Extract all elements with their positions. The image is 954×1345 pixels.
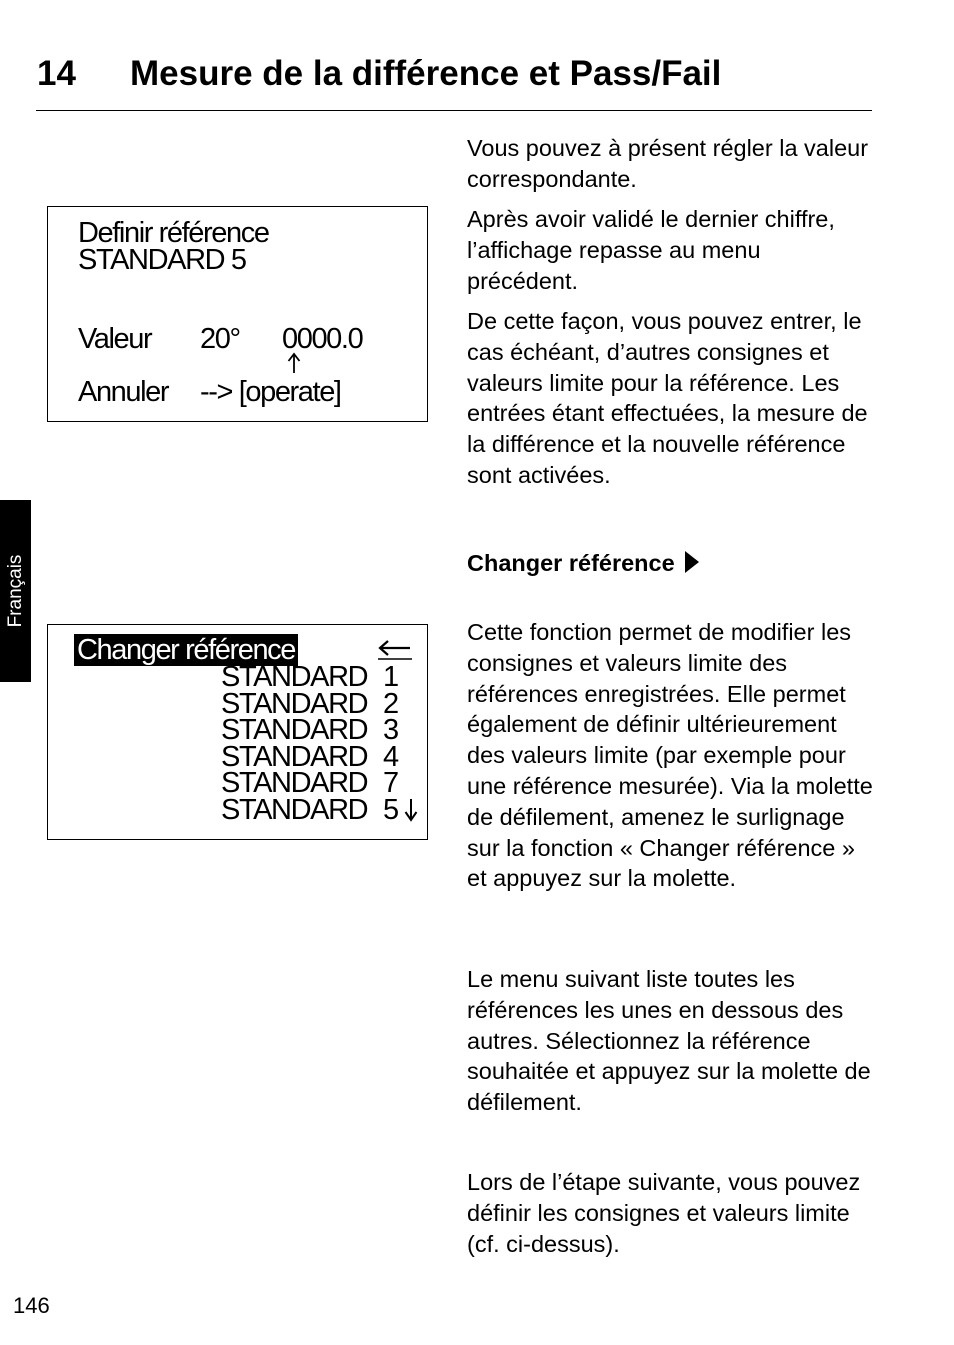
paragraph-5: Le menu suivant liste toutes les références les unes en dessous des autres. Sélectionnez la référence souhaitée et appuyez sur la molette de défilement. bbox=[467, 966, 871, 1116]
list-item-number: 5 bbox=[383, 793, 398, 826]
paragraph-6: Lors de l’étape suivante, vous pouvez définir les consignes et valeurs limite (cf. ci-dessus). bbox=[467, 1169, 861, 1257]
list-item[interactable]: STANDARD bbox=[221, 793, 368, 826]
paragraph-4: Cette fonction permet de modifier les consignes et valeurs limite des références enregistrées. Elle permet également de définir ultérieurement des valeurs limite (par exemple pour une référence mesurée). Via la molette de défilement, amenez le surlignage sur la fonction « Changer référence » et appuyez sur la molette. bbox=[467, 619, 873, 892]
list-item[interactable]: STANDARD bbox=[221, 740, 368, 773]
list-item-number: 2 bbox=[383, 687, 398, 720]
section-heading: Changer référence bbox=[467, 548, 877, 579]
up-arrow-icon bbox=[287, 352, 301, 374]
paragraph-1: Vous pouvez à présent régler la valeur correspondante. bbox=[467, 135, 869, 192]
language-tab-label: Français bbox=[4, 554, 26, 628]
language-tab bbox=[0, 500, 31, 682]
down-arrow-icon bbox=[404, 798, 418, 822]
display-define-reference bbox=[47, 206, 428, 422]
display-menu-title: Changer référence bbox=[74, 635, 298, 665]
valeur-label: Valeur bbox=[78, 323, 152, 355]
right-triangle-icon bbox=[685, 551, 699, 573]
list-item-number: 7 bbox=[383, 767, 398, 799]
left-arrow-icon bbox=[377, 639, 413, 661]
header-rule bbox=[36, 110, 872, 111]
setpoint-value: 0000.0 bbox=[282, 323, 363, 355]
list-item[interactable]: STANDARD bbox=[221, 767, 368, 799]
page-number: 146 bbox=[13, 1293, 50, 1318]
list-item[interactable]: STANDARD bbox=[221, 714, 368, 746]
list-item-number: 3 bbox=[383, 714, 398, 746]
list-item-number: 4 bbox=[383, 740, 398, 773]
list-item[interactable]: STANDARD bbox=[221, 661, 368, 693]
list-item[interactable]: STANDARD bbox=[221, 687, 368, 720]
paragraph-2: Après avoir validé le dernier chiffre, l’affichage repasse au menu précédent. bbox=[467, 206, 835, 294]
temperature-value: 20° bbox=[200, 323, 240, 355]
list-item-number: 1 bbox=[383, 661, 398, 693]
display-line2: STANDARD 5 bbox=[78, 244, 246, 276]
chapter-title: Mesure de la différence et Pass/Fail bbox=[130, 54, 722, 93]
annuler-label: Annuler bbox=[78, 376, 169, 408]
chapter-number: 14 bbox=[37, 54, 76, 93]
paragraph-3: De cette façon, vous pouvez entrer, le cas échéant, d’autres consignes et valeurs limite pour la référence. Les entrées étant effectuées, la mesure de la différence et la nouvelle référence sont activées. bbox=[467, 308, 868, 488]
display-line1: Definir référence bbox=[78, 217, 269, 249]
display-change-reference bbox=[47, 624, 428, 840]
annuler-action: --> [operate] bbox=[200, 376, 341, 408]
